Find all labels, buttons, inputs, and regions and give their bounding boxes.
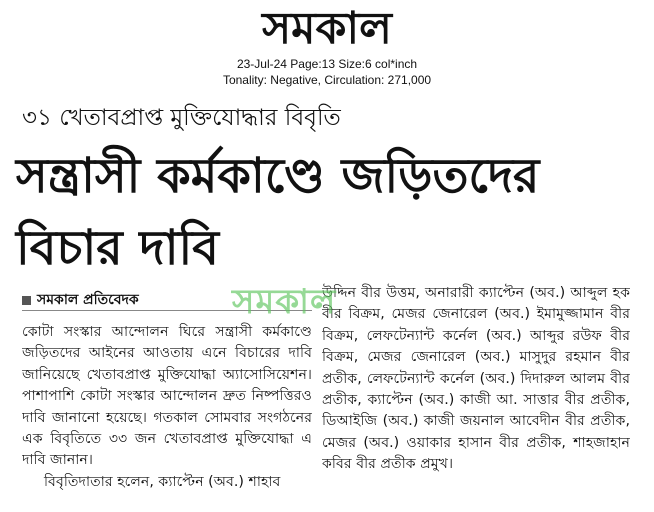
byline — [22, 288, 139, 312]
article-kicker: ৩১ খেতাবপ্রাপ্ত মুক্তিযোদ্ধার বিবৃতি — [22, 105, 341, 131]
article-paragraph: কোটা সংস্কার আন্দোলন ঘিরে সন্ত্রাসী কর্মকাণ্ডে জড়িতদের আইনের আওতায় এনে বিচারের দাবি জানিয়েছে খেতাবপ্রাপ্ত মুক্তিযোদ্ধা অ্যাসোসিয়েশন। পাশাপাশি কোটা সংস্কার আন্দোলন দ্রুত নিষ্পত্তিরও দাবি জানানো হয়েছে। গতকাল সোমবার সংগঠনের এক বিবৃতিতে ৩৩ জন খেতাবপ্রাপ্ত মুক্তিযোদ্ধা এ দাবি জানান। — [22, 324, 312, 469]
newspaper-logo: সমকাল — [262, 3, 392, 54]
article-paragraph: উদ্দিন বীর উত্তম, অনারারী ক্যাপ্টেন (অব.) আব্দুল হক বীর বিক্রম, মেজর জেনারেল (অব.) ইমামুজ্জামান বীর বিক্রম, লেফটেন্যান্ট কর্নেল (অব.) আব্দুর রউফ বীর বিক্রম, মেজর জেনারেল (অব.) মাসুদুর রহমান বীর প্রতীক, লেফটেন্যান্ট কর্নেল (অব.) দিদারুল আলম বীর প্রতীক, ক্যাপ্টেন (অব.) কাজী আ. সাত্তার বীর প্রতীক, ডিআইজি (অব.) কাজী জয়নাল আবেদীন বীর প্রতীক, মেজর (অব.) ওয়াকার হাসান বীর প্রতীক, শাহজাহান কবির বীর প্রতীক প্রমুখ। — [322, 285, 630, 473]
byline-square-icon — [22, 296, 31, 305]
clipping-meta-tonality: Tonality: Negative, Circulation: 271,000 — [222, 73, 432, 87]
byline-divider — [22, 310, 312, 311]
clipping-meta-date-page: 23-Jul-24 Page:13 Size:6 col*inch — [236, 57, 418, 71]
article-headline: সন্ত্রাসী কর্মকাণ্ডে জড়িতদের বিচার দাবি — [16, 148, 540, 276]
byline-text: সমকাল প্রতিবেদক — [37, 292, 139, 308]
article-paragraph: বিবৃতিদাতার হলেন, ক্যাপ্টেন (অব.) শাহাব — [44, 473, 281, 490]
article-column-right — [322, 283, 630, 507]
newspaper-watermark: সমকাল — [232, 282, 337, 322]
article-column-left — [22, 322, 312, 507]
